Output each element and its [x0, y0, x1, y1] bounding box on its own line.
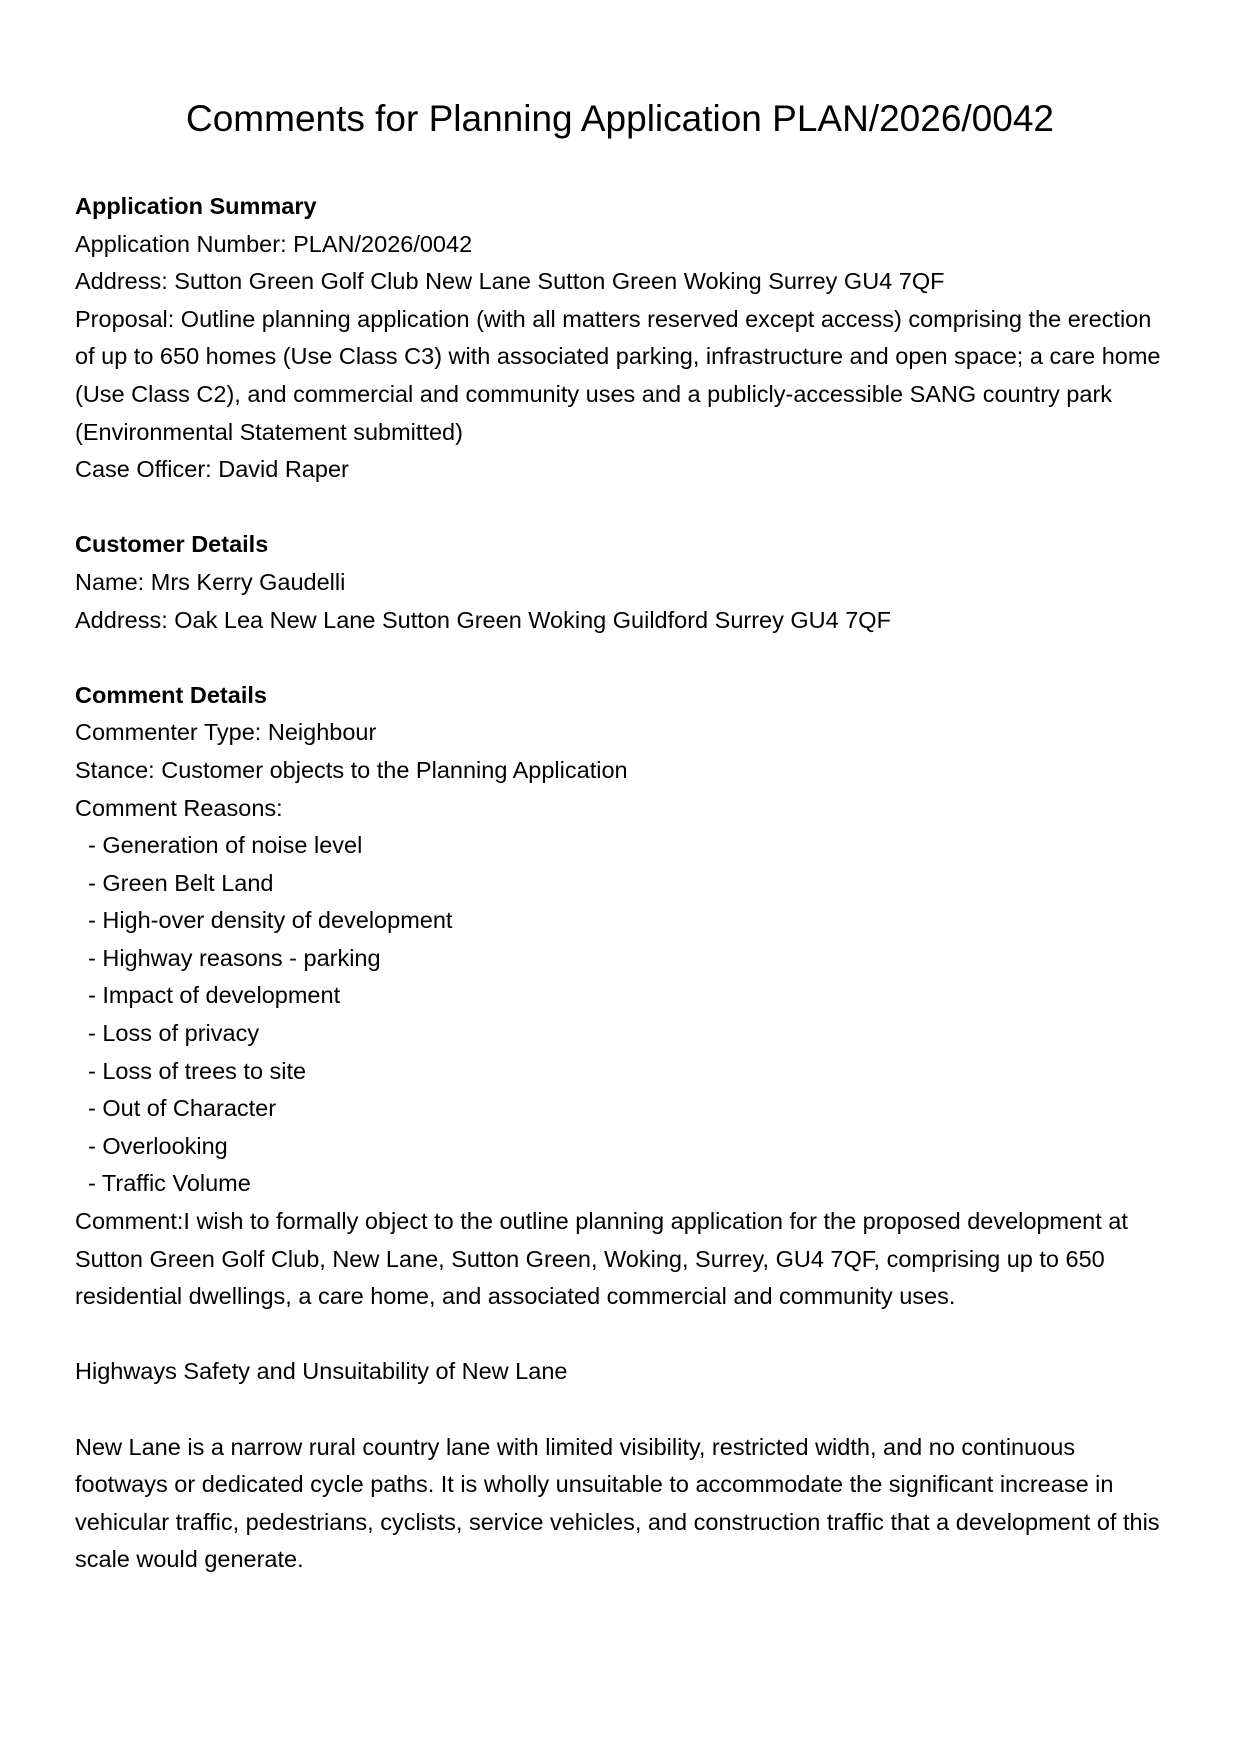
list-item: - Loss of privacy — [88, 1020, 260, 1047]
customer-details-section — [75, 526, 1165, 639]
list-item: - Highway reasons - parking — [88, 944, 381, 971]
document-body — [75, 188, 1165, 1579]
commenter-type: Commenter Type: Neighbour — [75, 719, 377, 746]
comment-subheading: Highways Safety and Unsuitability of New Lane — [75, 1358, 568, 1385]
list-item: - Traffic Volume — [88, 1170, 251, 1197]
application-proposal: Proposal: Outline planning application (with all matters reserved except access) comprising the erection of up to 650 homes (Use Class C3) with associated parking, infrastructure and open space; a care home (Use Class C2), and commercial and community uses and a publicly-accessible SANG country park (Environmental Statement submitted) — [75, 305, 1161, 445]
page-title: Comments for Planning Application PLAN/2026/0042 — [186, 98, 1054, 139]
customer-name: Name: Mrs Kerry Gaudelli — [75, 568, 346, 595]
paragraph-spacer — [75, 1316, 1165, 1354]
customer-address: Address: Oak Lea New Lane Sutton Green Woking Guildford Surrey GU4 7QF — [75, 606, 891, 633]
comment-paragraph: New Lane is a narrow rural country lane with limited visibility, restricted width, and no continuous footways or dedicated cycle paths. It is wholly unsuitable to accommodate the significant increase in vehicular traffic, pedestrians, cyclists, service vehicles, and construction traffic that a development of this scale would generate. — [75, 1433, 1160, 1573]
list-item: - High-over density of development — [88, 907, 453, 934]
case-officer: Case Officer: David Raper — [75, 456, 349, 483]
section-spacer — [75, 489, 1165, 527]
comment-details-heading: Comment Details — [75, 681, 267, 708]
stance: Stance: Customer objects to the Planning Application — [75, 756, 628, 783]
application-summary-section — [75, 188, 1165, 489]
comment-reasons-list — [75, 827, 1165, 1203]
application-address: Address: Sutton Green Golf Club New Lane Sutton Green Woking Surrey GU4 7QF — [75, 268, 945, 295]
list-item: - Generation of noise level — [88, 832, 363, 859]
list-item: - Loss of trees to site — [88, 1057, 307, 1084]
comment-details-section — [75, 677, 1165, 1579]
application-number: Application Number: PLAN/2026/0042 — [75, 230, 473, 257]
application-summary-heading: Application Summary — [75, 193, 317, 219]
list-item: - Impact of development — [88, 982, 341, 1009]
list-item: - Overlooking — [88, 1132, 228, 1159]
paragraph-spacer — [75, 1391, 1165, 1429]
customer-details-heading: Customer Details — [75, 531, 269, 558]
comment-reasons-label: Comment Reasons: — [75, 794, 283, 821]
list-item: - Out of Character — [88, 1095, 277, 1122]
list-item: - Green Belt Land — [88, 869, 274, 896]
section-spacer — [75, 639, 1165, 677]
comment-text: Comment:I wish to formally object to the outline planning application for the proposed development at Sutton Green Golf Club, New Lane, Sutton Green, Woking, Surrey, GU4 7QF, comprising up to 650 residential dwellings, a care home, and associated commercial and community uses. — [75, 1208, 1128, 1310]
